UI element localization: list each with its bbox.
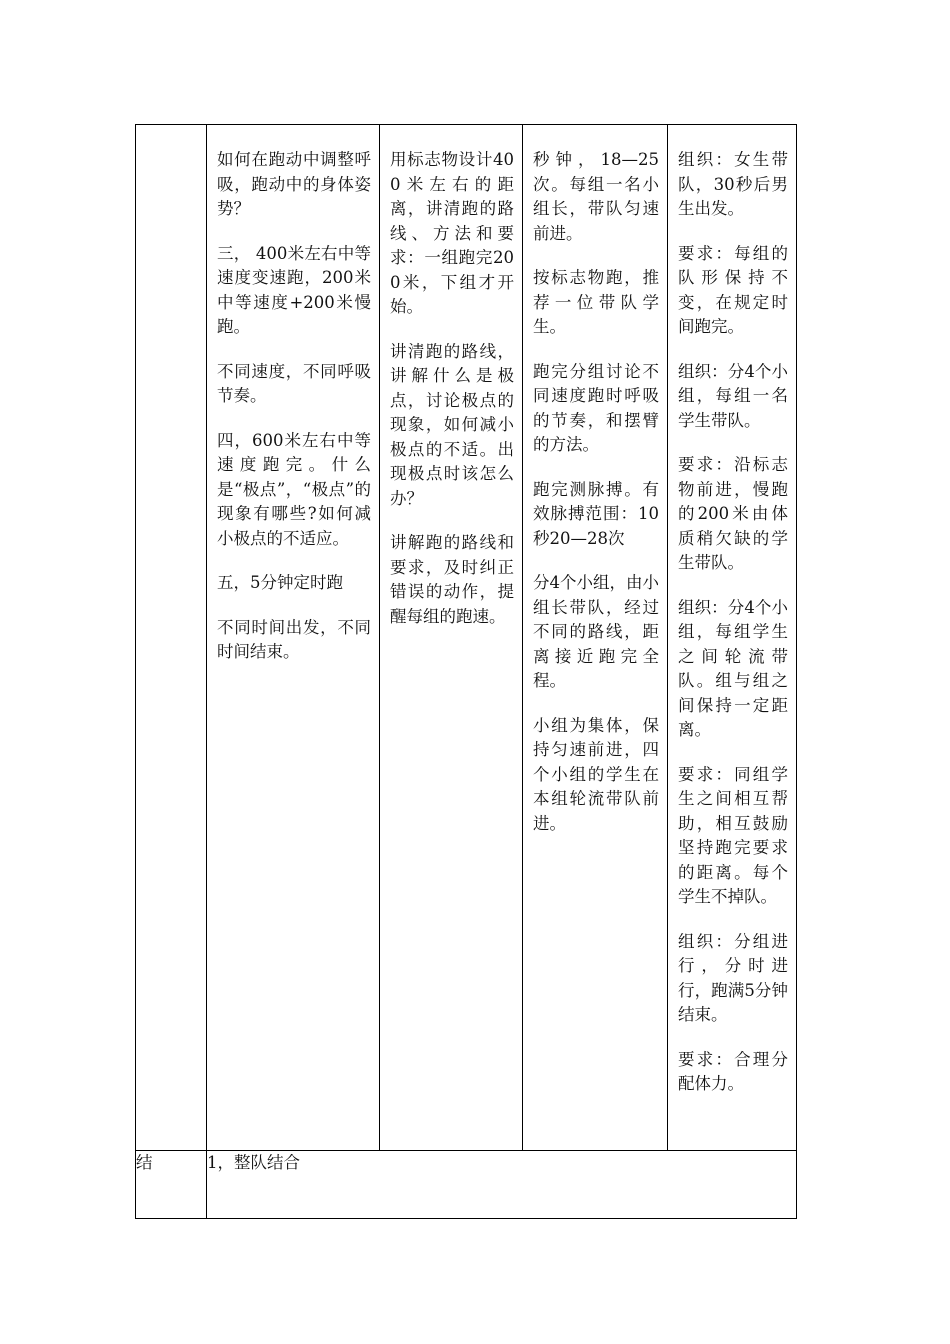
cell-paragraph: 要求：沿标志物前进，慢跑的200米由体质稍欠缺的学生带队。 [678,455,788,572]
cell-paragraph: 不同时间出发，不同时间结束。 [217,617,371,661]
teacher-activity-cell [380,125,523,1151]
content-text [207,125,379,665]
organization-text [668,125,796,1097]
teacher-activity-text [380,125,522,629]
table-row [136,1151,797,1219]
cell-paragraph: 不同速度，不同呼吸节奏。 [217,361,371,405]
organization-cell [668,125,797,1151]
cell-paragraph: 要求：每组的队形保持不变，在规定时间跑完。 [678,243,788,336]
cell-paragraph: 组织：女生带队，30秒后男生出发。 [678,150,788,218]
cell-paragraph: 组织：分组进行，分时进行，跑满5分钟结束。 [678,931,788,1024]
student-activity-text [523,125,667,836]
cell-paragraph: 三， 400米左右中等速度变速跑，200米中等速度+200米慢跑。 [217,243,371,336]
section-label-cell [136,125,207,1151]
lesson-plan-table [135,124,797,1219]
cell-paragraph: 要求：合理分配体力。 [678,1049,788,1093]
student-activity-cell [523,125,668,1151]
cell-paragraph: 四，600米左右中等速度跑完。什么是“极点”，“极点”的现象有哪些?如何减小极点的不适应。 [217,430,371,548]
cell-paragraph: 按标志物跑，推荐一位带队学生。 [533,268,659,336]
cell-paragraph: 组织：分4个小组，每组学生之间轮流带队。组与组之间保持一定距离。 [678,597,788,739]
cell-paragraph: 如何在跑动中调整呼吸，跑动中的身体姿势？ [217,150,371,218]
cell-paragraph: 组织：分4个小组，每组一名学生带队。 [678,361,788,430]
cell-paragraph: 讲清跑的路线，讲解什么是极点，讨论极点的现象，如何减小极点的不适。出现极点时该怎么办？ [390,341,514,508]
cell-paragraph: 跑完分组讨论不同速度跑时呼吸的节奏，和摆臂的方法。 [533,361,659,454]
table-row [136,125,797,1151]
cell-paragraph: 五，5分钟定时跑 [217,573,343,592]
content-cell [207,125,380,1151]
cell-paragraph: 秒钟，18—25次。每组一名小组长，带队匀速前进。 [533,150,659,243]
cell-paragraph: 分4个小组，由小组长带队，经过不同的路线，距离接近跑完全程。 [533,573,659,690]
cell-paragraph: 用标志物设计400米左右的距离，讲清跑的路线、方法和要求：一组跑完200米，下组才开始。 [390,150,514,316]
cell-paragraph: 要求：同组学生之间相互帮助，相互鼓励坚持跑完要求的距离。每个学生不掉队。 [678,764,788,906]
section-label-end: 结 [136,1151,207,1219]
cell-paragraph: 小组为集体，保持匀速前进，四个小组的学生在本组轮流带队前进。 [533,715,659,833]
cell-paragraph: 讲解跑的路线和要求，及时纠正错误的动作，提醒每组的跑速。 [390,533,514,626]
cell-paragraph: 跑完测脉搏。有效脉搏范围：10秒20—28次 [533,479,659,548]
end-section-content: 1，整队结合 [207,1151,797,1219]
